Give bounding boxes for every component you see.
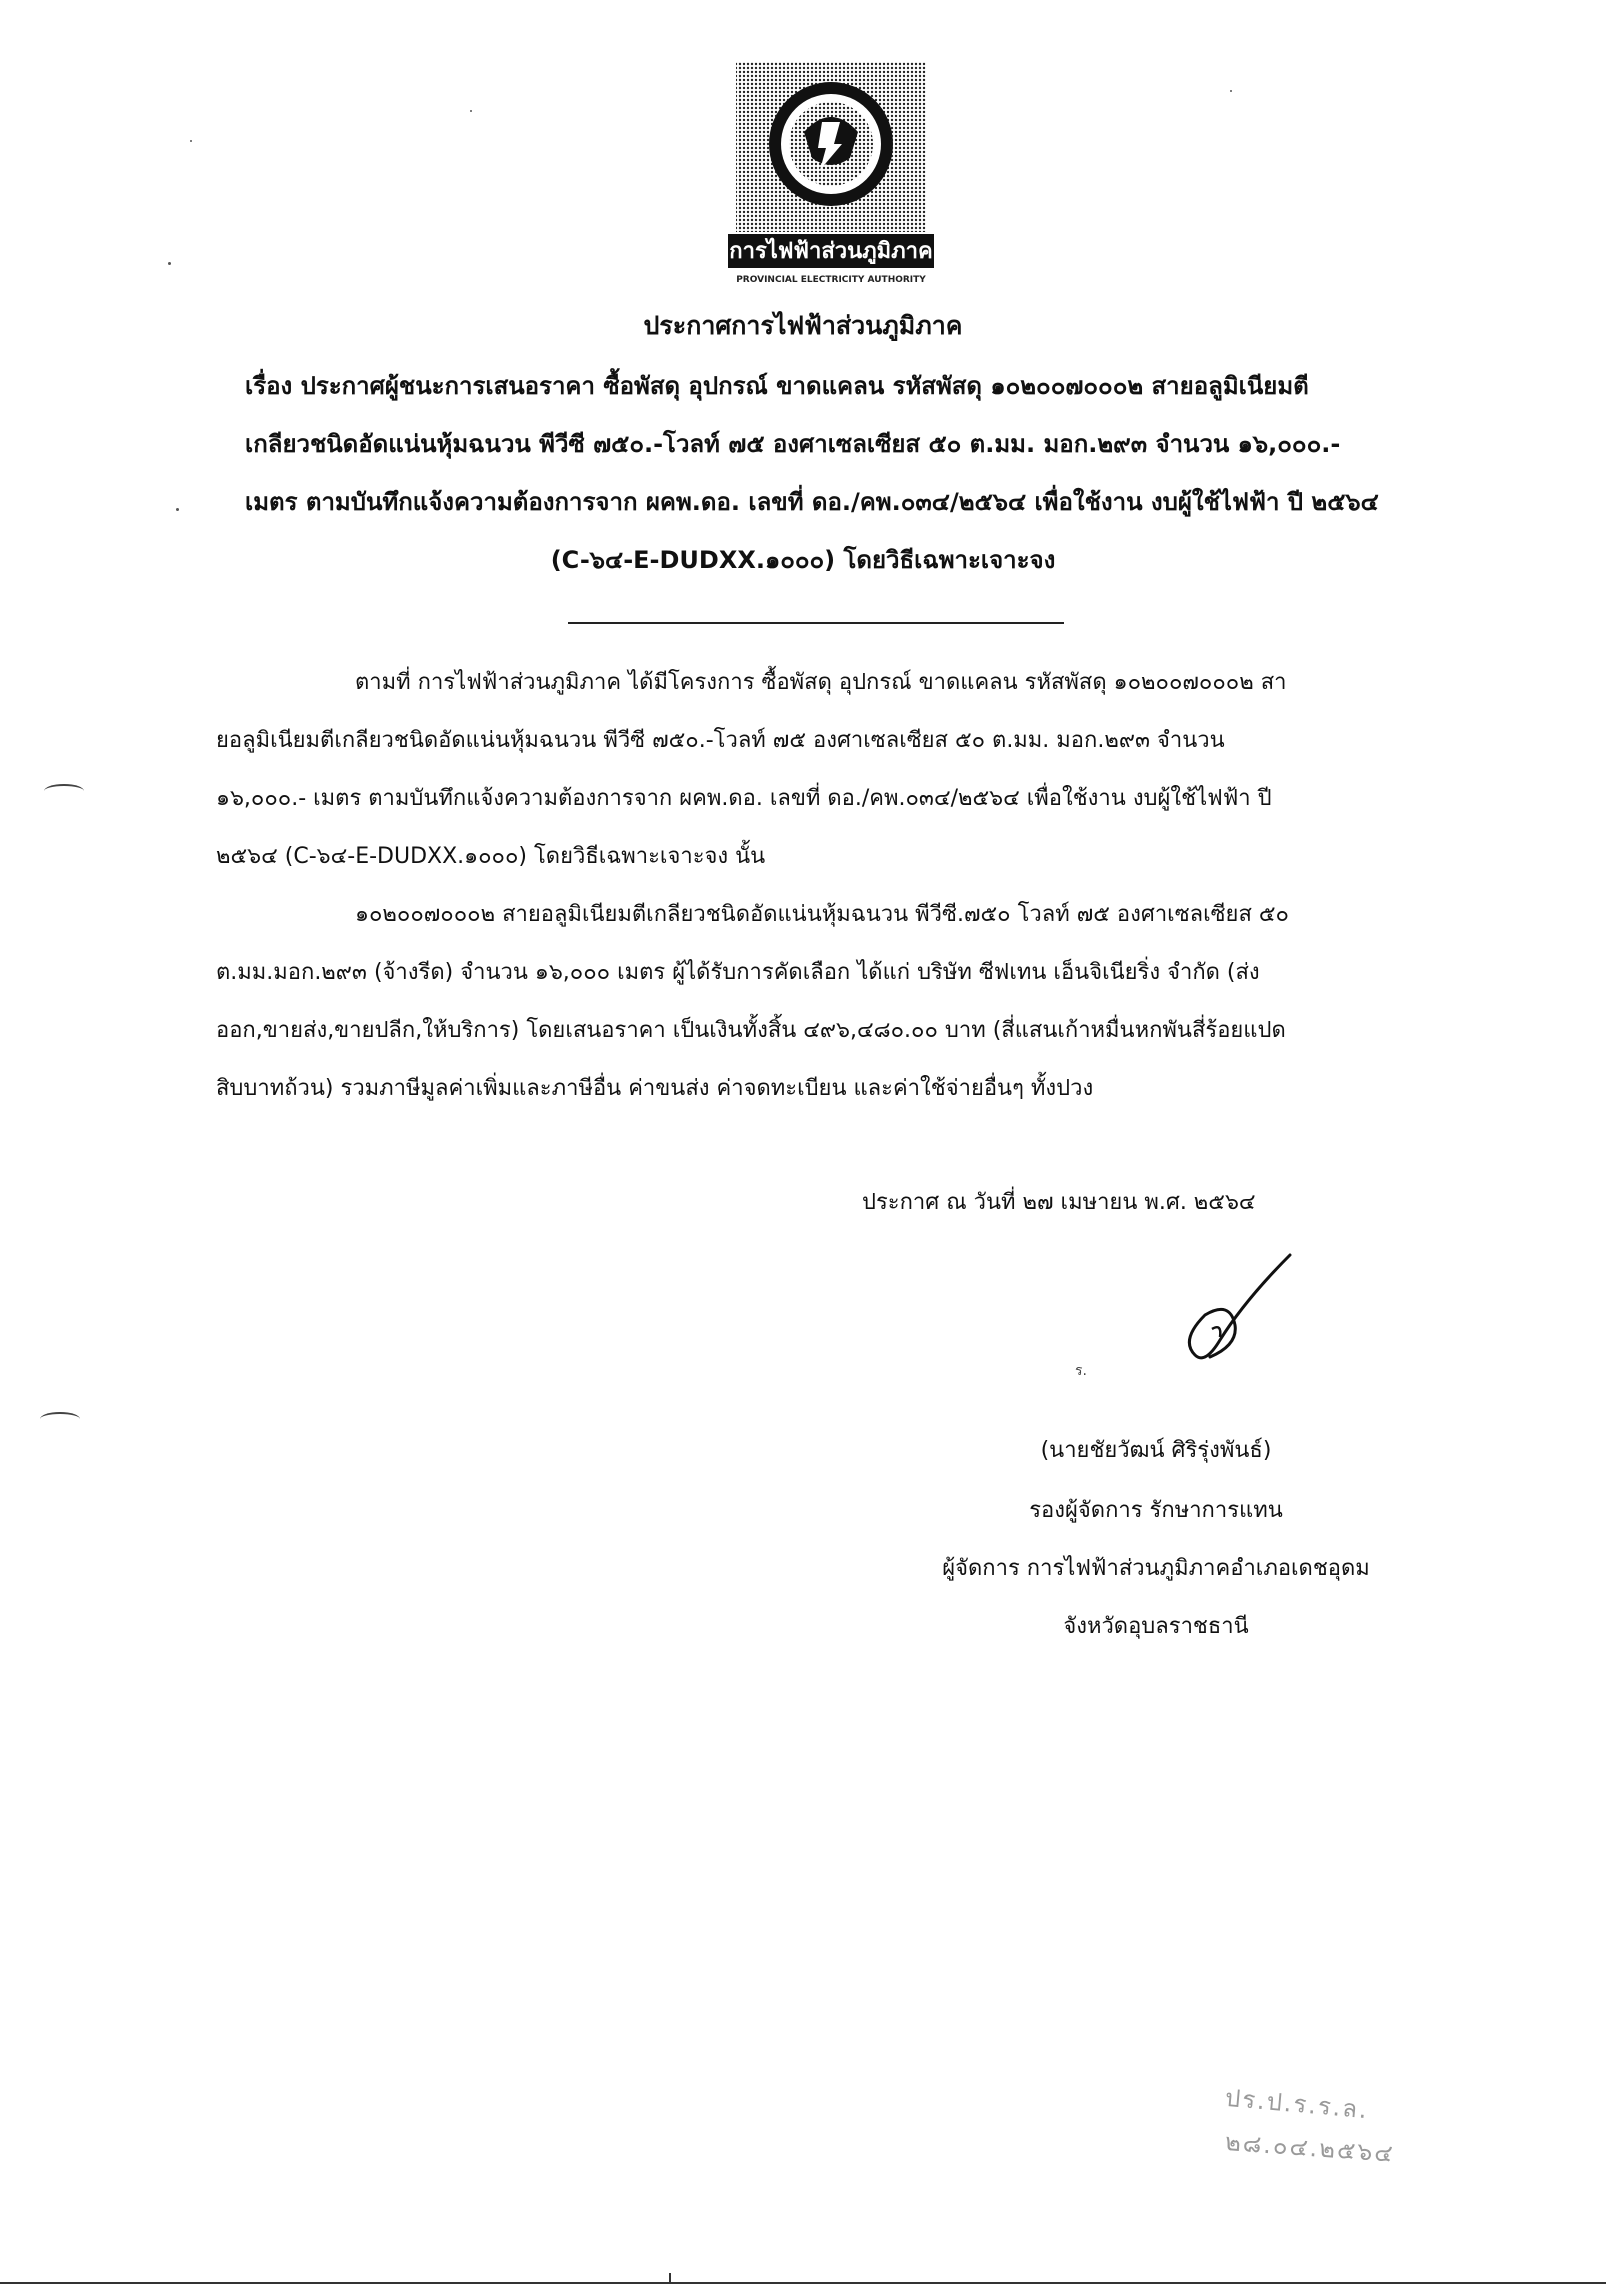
announcement-heading: ประกาศการไฟฟ้าส่วนภูมิภาค (643, 311, 963, 340)
scan-speck (470, 110, 472, 112)
subject-line: (C-๖๔-E-DUDXX.๑๐๐๐) โดยวิธีเฉพาะเจาะจง (550, 546, 1056, 574)
handwritten-signature (1150, 1245, 1300, 1395)
initial-mark: ร. (1075, 1363, 1087, 1379)
signer-position: รองผู้จัดการ รักษาการแทน (1029, 1498, 1283, 1523)
scan-speck (190, 140, 192, 142)
faded-stamp-line: ปร.ป.ร.ร.ล. (1224, 2083, 1370, 2125)
paragraph-2-line: ออก,ขายส่ง,ขายปลีก,ให้บริการ) โดยเสนอราคา เป็นเงินทั้งสิ้น ๔๙๖,๔๘๐.๐๐ บาท (สี่แสนเก้าหมื่นหกพันสี่ร้อยแปด (216, 1018, 1286, 1043)
subject-line: เกลียวชนิดอัดแน่นหุ้มฉนวน พีวีซี ๗๕๐.-โวลท์ ๗๕ องศาเซลเซียส ๕๐ ต.มม. มอก.๒๙๓ จำนวน ๑๖,๐๐๐.- (245, 430, 1341, 458)
signer-province: จังหวัดอุบลราชธานี (1063, 1614, 1249, 1639)
pea-logo (722, 62, 940, 294)
heading-divider (568, 622, 1064, 624)
scan-mark (44, 784, 84, 798)
paragraph-1-line: ๑๖,๐๐๐.- เมตร ตามบันทึกแจ้งความต้องการจาก ผคพ.ดอ. เลขที่ ดอ./คพ.๐๓๔/๒๕๖๔ เพื่อใช้งาน งบผู้ใช้ไฟฟ้า ปี (216, 786, 1272, 811)
paragraph-1-line: ตามที่ การไฟฟ้าส่วนภูมิภาค ได้มีโครงการ ซื้อพัสดุ อุปกรณ์ ขาดแคลน รหัสพัสดุ ๑๐๒๐๐๗๐๐๐๒ สา (355, 670, 1287, 695)
subject-line: เมตร ตามบันทึกแจ้งความต้องการจาก ผคพ.ดอ. เลขที่ ดอ./คพ.๐๓๔/๒๕๖๔ เพื่อใช้งาน งบผู้ใช้ไฟฟ้า ปี ๒๕๖๔ (245, 488, 1379, 516)
signer-position: ผู้จัดการ การไฟฟ้าส่วนภูมิภาคอำเภอเดชอุดม (942, 1556, 1370, 1581)
paragraph-2-line: ๑๐๒๐๐๗๐๐๐๒ สายอลูมิเนียมตีเกลียวชนิดอัดแน่นหุ้มฉนวน พีวีซี.๗๕๐ โวลท์ ๗๕ องศาเซลเซียส ๕๐ (355, 902, 1289, 927)
paragraph-1-line: ๒๕๖๔ (C-๖๔-E-DUDXX.๑๐๐๐) โดยวิธีเฉพาะเจาะจง นั้น (216, 844, 766, 869)
logo-thai-text: การไฟฟ้าส่วนภูมิภาค (729, 239, 933, 264)
page-bottom-edge (0, 2282, 1606, 2284)
paragraph-2-line: ต.มม.มอก.๒๙๓ (จ้างรีด) จำนวน ๑๖,๐๐๐ เมตร ผู้ได้รับการคัดเลือก ได้แก่ บริษัท ซีฟเทน เอ็นจิเนียริ่ง จำกัด (ส่ง (216, 960, 1260, 985)
scan-speck (168, 262, 171, 265)
scan-speck (176, 508, 179, 511)
announcement-date: ประกาศ ณ วันที่ ๒๗ เมษายน พ.ศ. ๒๕๖๔ (862, 1190, 1256, 1215)
faded-stamp-line: ๒๘.๐๔.๒๕๖๔ (1224, 2128, 1396, 2168)
paragraph-2-line: สิบบาทถ้วน) รวมภาษีมูลค่าเพิ่มและภาษีอื่น ค่าขนส่ง ค่าจดทะเบียน และค่าใช้จ่ายอื่นๆ ทั้งปวง (216, 1076, 1094, 1101)
signer-name: (นายชัยวัฒน์ ศิริรุ่งพันธ์) (1040, 1438, 1272, 1463)
scan-mark (40, 1412, 80, 1426)
logo-english-text: PROVINCIAL ELECTRICITY AUTHORITY (736, 275, 926, 285)
page-bottom-tick (669, 2273, 671, 2283)
paragraph-1-line: ยอลูมิเนียมตีเกลียวชนิดอัดแน่นหุ้มฉนวน พีวีซี ๗๕๐.-โวลท์ ๗๕ องศาเซลเซียส ๕๐ ต.มม. มอก.๒๙๓ จำนวน (216, 728, 1225, 753)
subject-line: เรื่อง ประกาศผู้ชนะการเสนอราคา ซื้อพัสดุ อุปกรณ์ ขาดแคลน รหัสพัสดุ ๑๐๒๐๐๗๐๐๐๒ สายอลูมิเนียมตี (245, 372, 1309, 400)
scan-speck (1230, 90, 1232, 92)
